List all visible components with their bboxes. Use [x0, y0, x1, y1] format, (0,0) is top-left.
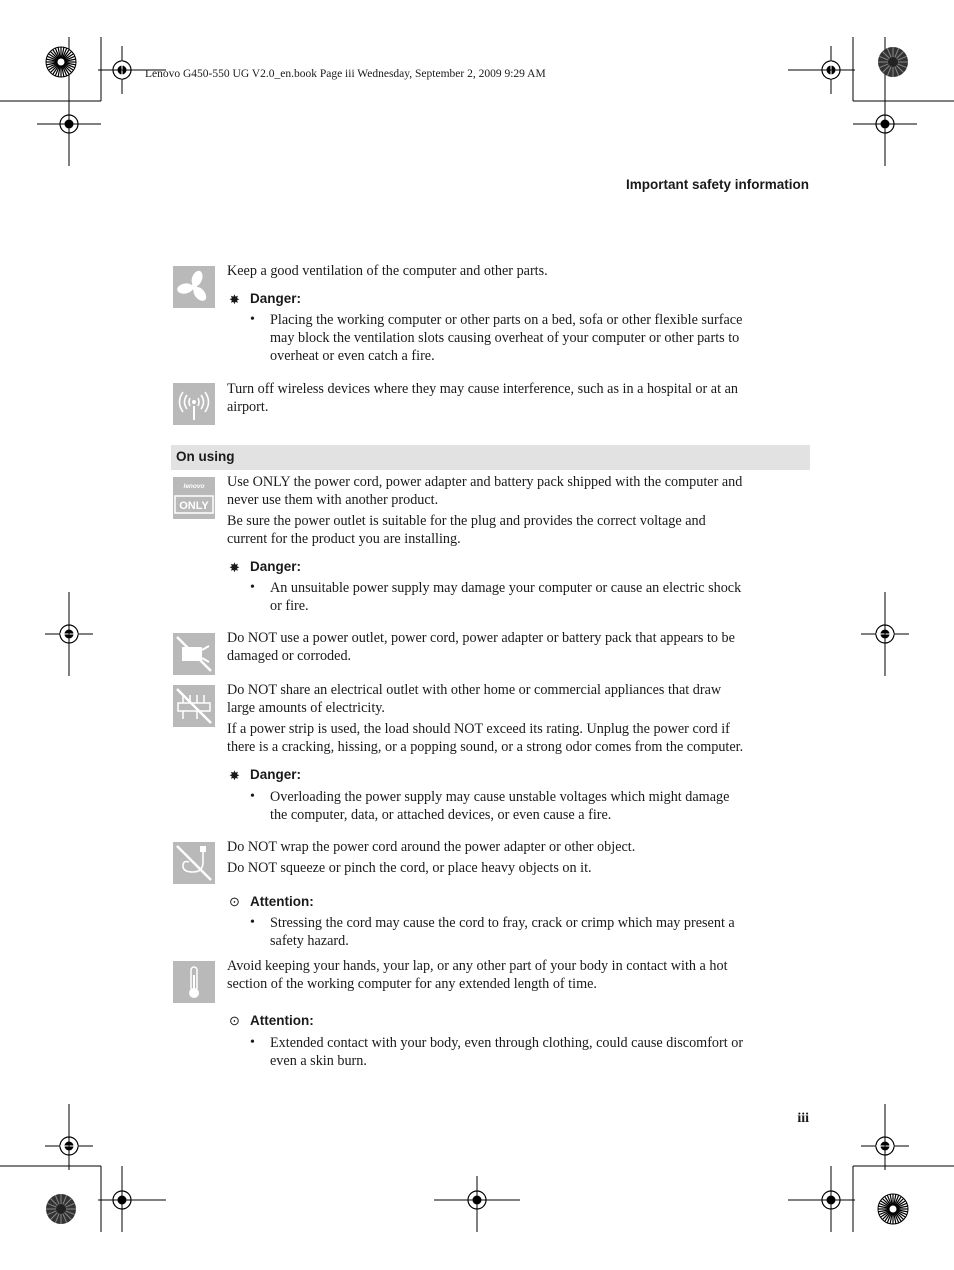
- wireless-text: Turn off wireless devices where they may cause interference, such as in a hospital or at an airport.: [227, 381, 738, 415]
- thermometer-icon: [173, 961, 215, 1003]
- outlet-share-text: Do NOT share an electrical outlet with other home or commercial appliances that draw large amounts of electricity.: [227, 682, 722, 716]
- bullet-dot: •: [250, 1035, 255, 1050]
- power-danger-text: An unsuitable power supply may damage your computer or cause an electric shock or fire.: [270, 580, 742, 614]
- bullet-dot: •: [250, 915, 255, 930]
- danger-asterisk-icon: ✸: [229, 560, 240, 575]
- heat-text: Avoid keeping your hands, your lap, or any other part of your body in contact with a hot section of the working computer for any extended length of time.: [227, 958, 728, 992]
- wireless-icon: [173, 383, 215, 425]
- power-strip-icon: [173, 685, 215, 727]
- bullet-dot: •: [250, 580, 255, 595]
- danger-label: Danger:: [250, 767, 302, 782]
- cord-attention-text: Stressing the cord may cause the cord to fray, crack or crimp which may present a safety hazard.: [270, 915, 735, 949]
- outlet-danger-text: Overloading the power supply may cause unstable voltages which might damage the computer, data, or attached devices, or even cause a fire.: [270, 789, 730, 823]
- lenovo-brand-text: lenovo: [183, 483, 205, 490]
- damaged-text: Do NOT use a power outlet, power cord, power adapter or battery pack that appears to be damaged or corroded.: [227, 630, 735, 664]
- lenovo-only-icon: [173, 477, 215, 519]
- damaged-cord-icon: [173, 633, 215, 675]
- danger-asterisk-icon: ✸: [229, 768, 240, 783]
- attention-icon: ⊙: [229, 1013, 240, 1028]
- section-heading-bar: [171, 445, 810, 470]
- power-use-only-text: Use ONLY the power cord, power adapter and battery pack shipped with the computer and never use them with another product.: [227, 474, 743, 508]
- heat-attention-text: Extended contact with your body, even through clothing, could cause discomfort or even a skin burn.: [270, 1035, 744, 1069]
- danger-label: Danger:: [250, 559, 302, 574]
- only-text: ONLY: [179, 500, 209, 512]
- page-number: iii: [797, 1111, 809, 1126]
- ventilation-text: Keep a good ventilation of the computer and other parts.: [227, 263, 548, 279]
- cord-wrap-text: Do NOT wrap the power cord around the power adapter or other object.: [227, 839, 636, 855]
- attention-label: Attention:: [250, 894, 314, 909]
- bullet-dot: •: [250, 789, 255, 804]
- attention-icon: ⊙: [229, 894, 240, 909]
- bullet-dot: •: [250, 312, 255, 327]
- cord-squeeze-text: Do NOT squeeze or pinch the cord, or place heavy objects on it.: [227, 860, 592, 876]
- print-file-info: Lenovo G450-550 UG V2.0_en.book Page iii Wednesday, September 2, 2009 9:29 AM: [145, 68, 546, 80]
- danger-label: Danger:: [250, 291, 302, 306]
- running-section-title: Important safety information: [625, 177, 809, 192]
- ventilation-danger-text: Placing the working computer or other parts on a bed, sofa or other flexible surface may block the ventilation slots causing overheat of your computer or other parts to overheat or even catch a fire.: [270, 312, 743, 364]
- no-wrap-cord-icon: [173, 842, 215, 884]
- attention-label: Attention:: [250, 1013, 314, 1028]
- power-strip-text: If a power strip is used, the load should NOT exceed its rating. Unplug the power cord if there is a cracking, hissing, or a popping sound, or a strong odor comes from the computer.: [227, 721, 744, 755]
- danger-asterisk-icon: ✸: [229, 292, 240, 307]
- section-heading: On using: [176, 449, 235, 464]
- power-outlet-suitable-text: Be sure the power outlet is suitable for the plug and provides the correct voltage and current for the product you are installing.: [227, 513, 706, 547]
- fan-icon: [173, 266, 215, 308]
